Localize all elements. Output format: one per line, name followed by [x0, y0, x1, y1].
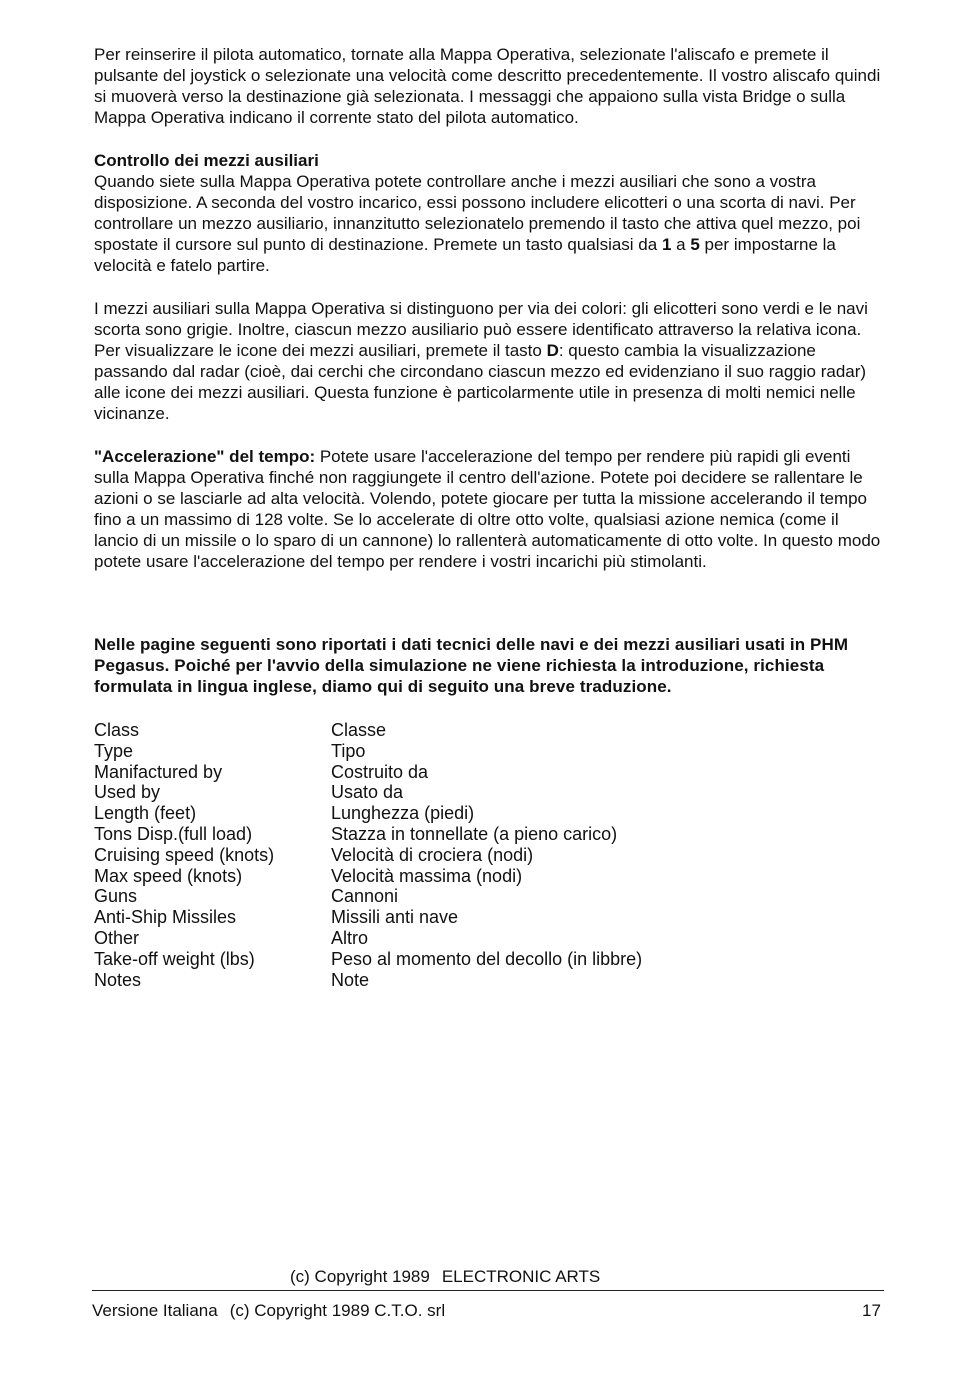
glossary-term-it: Peso al momento del decollo (in libbre) — [331, 948, 643, 969]
key-1: 1 — [661, 235, 672, 254]
aux-text-b: a — [671, 235, 691, 254]
glossary-term-en: Anti-Ship Missiles — [94, 907, 237, 928]
glossary-term-it: Usato da — [331, 782, 404, 803]
aux-text-c: per impostarne la velocità e fatelo partire. — [94, 235, 836, 275]
aux-text-a: Quando siete sulla Mappa Operativa potete controllare anche i mezzi ausiliari che sono a vostra disposizione. A seconda del vostro incarico, essi possono includere elicotteri o una scorta di navi. Per controllare un mezzo ausiliario, innanzitutto selezionatelo premendo il tasto che attiva quel mezzo, poi spostate il cursore sul punto di destinazione. Premete un tasto qualsiasi da — [94, 172, 861, 254]
colors-text-b: : questo cambia la visualizzazione passando dal radar (cioè, dai cerchi che circondano ciascun mezzo ed evidenziano il suo raggio radar) alle icone dei mezzi ausiliari. Questa funzione è particolarmente utile in presenza di molti nemici nelle vicinanze. — [94, 341, 867, 423]
footer-version-label: Versione Italiana — [92, 1301, 218, 1320]
glossary-term-it: Classe — [331, 720, 387, 740]
glossary-term-it: Note — [331, 969, 370, 990]
glossary-term-it: Cannoni — [331, 886, 399, 907]
glossary-term-en: Other — [94, 927, 140, 948]
colors-text-a: I mezzi ausiliari sulla Mappa Operativa si distinguono per via dei colori: gli elicotteri sono verdi e le navi scorta sono grigie. Inoltre, ciascun mezzo ausiliario può essere identificato attraverso la relativa icona. Per visualizzare le icone dei mezzi ausiliari, premete il tasto — [94, 299, 868, 360]
accel-title: "Accelerazione" del tempo: — [94, 447, 316, 466]
glossary-term-en: Length (feet) — [94, 803, 197, 824]
glossary-term-en: Type — [94, 740, 134, 761]
page-number: 17 — [862, 1301, 881, 1320]
intro-translation: Nelle pagine seguenti sono riportati i dati tecnici delle navi e dei mezzi ausiliari usati in PHM Pegasus. Poiché per l'avvio della simulazione ne viene richiesta la introduzione, richiesta formulata in lingua inglese, diamo qui di seguito una breve traduzione. — [94, 635, 849, 696]
glossary-term-it: Altro — [331, 927, 369, 948]
copyright-ea-b: ELECTRONIC ARTS — [441, 1267, 601, 1286]
key-d: D — [546, 341, 559, 360]
glossary-term-en: Max speed (knots) — [94, 865, 243, 886]
paragraph-time-accel — [94, 446, 884, 572]
glossary-term-it: Tipo — [331, 740, 366, 761]
glossary-term-en: Used by — [94, 782, 161, 803]
glossary-term-en: Class — [94, 720, 140, 740]
footer-divider — [92, 1290, 884, 1291]
paragraph-aux — [94, 171, 884, 276]
glossary-term-en: Manifactured by — [94, 761, 223, 782]
glossary-term-en: Guns — [94, 886, 138, 907]
section-title-aux: Controllo dei mezzi ausiliari — [94, 151, 319, 170]
paragraph-aux-colors — [94, 298, 884, 424]
footer-version — [92, 1300, 457, 1321]
glossary-term-it: Lunghezza (piedi) — [331, 803, 475, 824]
accel-text: Potete usare l'accelerazione del tempo per rendere più rapidi gli eventi sulla Mappa Operativa finché non raggiungete il centro dell'azione. Potete poi decidere se rallentare le azioni o se lasciarle ad alta velocità. Volendo, potete giocare per tutta la missione accelerando il tempo fino a un massimo di 128 volte. Se lo accelerate di oltre otto volte, qualsiasi azione nemica (come il lancio di un missile o lo sparo di un cannone) lo rallenterà automaticamente di otto volte. In questo modo potete usare l'accelerazione del tempo per rendere i vostri incarichi più stimolanti. — [94, 447, 881, 571]
glossary-term-it: Costruito da — [331, 761, 429, 782]
footer-version-copyright: (c) Copyright 1989 C.T.O. srl — [229, 1301, 446, 1320]
key-5: 5 — [690, 235, 700, 254]
glossary-term-en: Tons Disp.(full load) — [94, 823, 253, 844]
section-aux-colors — [94, 298, 884, 424]
page-content — [94, 44, 884, 990]
paragraph-autopilot: Per reinserire il pilota automatico, tornate alla Mappa Operativa, selezionate l'aliscafo e premete il pulsante del joystick o selezionate una velocità come descritto precedentemente. Il vostro aliscafo quindi si muoverà verso la destinazione già selezionata. I messaggi che appaiono sulla vista Bridge o sulla Mappa Operativa indicano il corrente stato del pilota automatico. — [94, 45, 881, 127]
glossary-term-it: Stazza in tonnellate (a pieno carico) — [331, 823, 618, 844]
glossary-term-it: Velocità massima (nodi) — [331, 865, 523, 886]
glossary-term-it: Missili anti nave — [331, 907, 459, 928]
glossary-term-en: Notes — [94, 969, 142, 990]
section-aux-control — [94, 150, 884, 276]
glossary-table — [94, 720, 884, 990]
section-time-accel — [94, 446, 884, 572]
glossary-term-en: Take-off weight (lbs) — [94, 948, 255, 969]
glossary-term-en: Cruising speed (knots) — [94, 844, 275, 865]
glossary-term-it: Velocità di crociera (nodi) — [331, 844, 534, 865]
copyright-ea — [290, 1266, 612, 1287]
copyright-ea-a: (c) Copyright 1989 — [290, 1267, 430, 1286]
